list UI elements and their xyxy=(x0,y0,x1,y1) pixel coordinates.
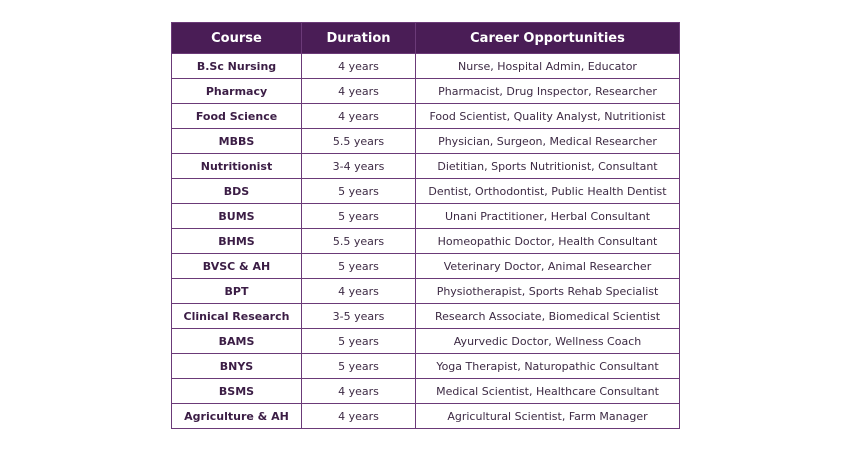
duration-cell: 5 years xyxy=(302,329,416,354)
course-cell: Agriculture & AH xyxy=(172,404,302,429)
table-row xyxy=(172,404,680,429)
duration-cell: 5 years xyxy=(302,254,416,279)
table-row xyxy=(172,54,680,79)
duration-cell: 5.5 years xyxy=(302,229,416,254)
course-cell: BUMS xyxy=(172,204,302,229)
table-row xyxy=(172,104,680,129)
duration-cell: 5 years xyxy=(302,179,416,204)
course-cell: BSMS xyxy=(172,379,302,404)
course-cell: B.Sc Nursing xyxy=(172,54,302,79)
careers-cell: Dietitian, Sports Nutritionist, Consultant xyxy=(416,154,680,179)
table-row xyxy=(172,254,680,279)
course-table-container xyxy=(171,22,679,429)
duration-cell: 4 years xyxy=(302,404,416,429)
table-row xyxy=(172,179,680,204)
duration-cell: 4 years xyxy=(302,104,416,129)
table-row xyxy=(172,329,680,354)
course-cell: BHMS xyxy=(172,229,302,254)
duration-cell: 4 years xyxy=(302,79,416,104)
course-cell: Pharmacy xyxy=(172,79,302,104)
header-course: Course xyxy=(172,23,302,54)
careers-cell: Physiotherapist, Sports Rehab Specialist xyxy=(416,279,680,304)
duration-cell: 5.5 years xyxy=(302,129,416,154)
careers-cell: Food Scientist, Quality Analyst, Nutritionist xyxy=(416,104,680,129)
careers-cell: Veterinary Doctor, Animal Researcher xyxy=(416,254,680,279)
duration-cell: 3-4 years xyxy=(302,154,416,179)
careers-cell: Homeopathic Doctor, Health Consultant xyxy=(416,229,680,254)
table-row xyxy=(172,354,680,379)
table-row xyxy=(172,229,680,254)
course-cell: MBBS xyxy=(172,129,302,154)
course-cell: BPT xyxy=(172,279,302,304)
table-row xyxy=(172,154,680,179)
careers-cell: Ayurvedic Doctor, Wellness Coach xyxy=(416,329,680,354)
careers-cell: Agricultural Scientist, Farm Manager xyxy=(416,404,680,429)
header-duration: Duration xyxy=(302,23,416,54)
careers-cell: Research Associate, Biomedical Scientist xyxy=(416,304,680,329)
course-cell: BAMS xyxy=(172,329,302,354)
duration-cell: 3-5 years xyxy=(302,304,416,329)
course-cell: Food Science xyxy=(172,104,302,129)
careers-cell: Unani Practitioner, Herbal Consultant xyxy=(416,204,680,229)
table-row xyxy=(172,279,680,304)
careers-cell: Yoga Therapist, Naturopathic Consultant xyxy=(416,354,680,379)
duration-cell: 4 years xyxy=(302,54,416,79)
table-body xyxy=(172,54,680,429)
careers-cell: Nurse, Hospital Admin, Educator xyxy=(416,54,680,79)
course-table xyxy=(171,22,680,429)
table-header xyxy=(172,23,680,54)
course-cell: BDS xyxy=(172,179,302,204)
table-row xyxy=(172,204,680,229)
duration-cell: 4 years xyxy=(302,379,416,404)
duration-cell: 5 years xyxy=(302,354,416,379)
course-cell: BNYS xyxy=(172,354,302,379)
header-row xyxy=(172,23,680,54)
careers-cell: Physician, Surgeon, Medical Researcher xyxy=(416,129,680,154)
course-cell: Nutritionist xyxy=(172,154,302,179)
table-row xyxy=(172,129,680,154)
course-cell: Clinical Research xyxy=(172,304,302,329)
careers-cell: Dentist, Orthodontist, Public Health Dentist xyxy=(416,179,680,204)
table-row xyxy=(172,304,680,329)
course-cell: BVSC & AH xyxy=(172,254,302,279)
careers-cell: Pharmacist, Drug Inspector, Researcher xyxy=(416,79,680,104)
table-row xyxy=(172,379,680,404)
header-career-opportunities: Career Opportunities xyxy=(416,23,680,54)
duration-cell: 5 years xyxy=(302,204,416,229)
table-row xyxy=(172,79,680,104)
careers-cell: Medical Scientist, Healthcare Consultant xyxy=(416,379,680,404)
duration-cell: 4 years xyxy=(302,279,416,304)
